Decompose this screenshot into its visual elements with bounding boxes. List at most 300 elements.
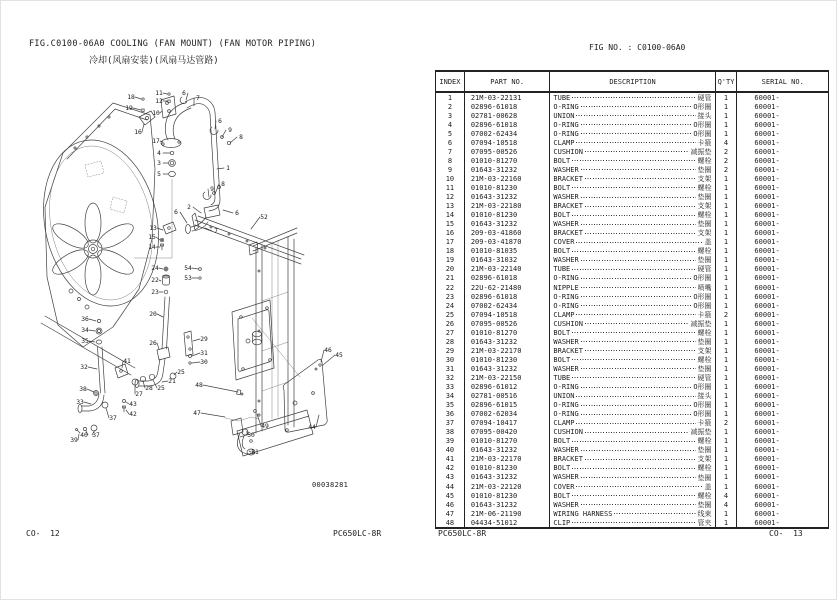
description-chinese: O形圈	[693, 102, 712, 111]
callout-number: 17	[152, 138, 160, 146]
callout-number: 53	[184, 275, 192, 283]
cell-index: 47	[445, 509, 455, 518]
leader-dots	[581, 305, 692, 306]
cell-part-no: 04434-51012	[464, 518, 550, 527]
cell-index: 40	[445, 446, 455, 455]
cell-description	[549, 111, 714, 120]
callout-leader-line	[135, 97, 141, 99]
table-row	[436, 138, 828, 147]
cell-qty: 1	[715, 401, 737, 410]
leader-dots	[581, 477, 696, 478]
leader-dots	[585, 432, 689, 433]
leader-dots	[585, 459, 696, 460]
description-chinese: 垫圈	[697, 473, 712, 482]
description-chinese: O形圈	[693, 292, 712, 301]
cell-description	[549, 274, 714, 283]
footer-left-page-number: CO- 12	[26, 529, 60, 538]
cell-qty: 1	[715, 518, 737, 527]
frame-stand	[225, 228, 313, 456]
cell-index: 26	[445, 319, 455, 328]
cell-part-no: 02781-00516	[464, 392, 550, 401]
figure-number-label: FIG NO. : C0100-06A0	[589, 43, 686, 52]
cell-description	[549, 500, 714, 509]
cell-index: 6	[447, 138, 453, 147]
header-serial-no: SERIAL NO.	[736, 72, 828, 91]
cell-serial: 60001-	[736, 256, 828, 265]
cell-description	[549, 310, 714, 319]
description-english: BRACKET	[553, 455, 583, 464]
cell-qty: 4	[715, 491, 737, 500]
cell-serial: 60001-	[736, 120, 828, 129]
cell-qty: 1	[715, 455, 737, 464]
cell-part-no: 01643-31232	[464, 473, 550, 482]
callout-number: 9	[228, 127, 232, 135]
callout-leader-line	[157, 228, 163, 230]
description-chinese: O形圈	[693, 410, 712, 419]
leader-dots	[572, 97, 695, 98]
callout-leader-line	[223, 210, 233, 213]
callout-number: 42	[129, 411, 137, 419]
cell-serial: 60001-	[736, 464, 828, 473]
cell-description	[549, 265, 714, 274]
description-chinese: 螺栓	[697, 184, 712, 192]
table-row	[436, 328, 828, 337]
description-english: BOLT	[553, 156, 571, 165]
cell-part-no: 02896-61015	[464, 401, 550, 410]
cell-serial: 60001-	[736, 274, 828, 283]
callout-number: 50	[247, 432, 255, 440]
leader-dots	[581, 124, 692, 125]
cell-description	[549, 419, 714, 428]
cell-part-no: 07002-62434	[464, 129, 550, 138]
cell-index: 29	[445, 346, 455, 355]
table-row	[436, 193, 828, 202]
cell-serial: 60001-	[736, 383, 828, 392]
callout-number: 7	[214, 228, 218, 236]
cell-description	[549, 120, 714, 129]
cell-index: 20	[445, 265, 455, 274]
cell-part-no: 01010-81230	[464, 183, 550, 192]
footer-right-page-number: CO- 13	[769, 529, 803, 538]
table-row	[436, 156, 828, 165]
cell-serial: 60001-	[736, 220, 828, 229]
cell-index: 48	[445, 518, 455, 527]
table-row	[436, 120, 828, 129]
callout-number: 33	[76, 399, 84, 407]
table-row	[436, 229, 828, 238]
cell-description	[549, 364, 714, 373]
cell-part-no: 02896-61018	[464, 292, 550, 301]
cell-description	[549, 509, 714, 518]
cell-qty: 1	[715, 283, 737, 292]
cell-serial: 60001-	[736, 138, 828, 147]
callout-number: 48	[195, 382, 203, 390]
cell-part-no: 01010-81270	[464, 437, 550, 446]
cell-serial: 60001-	[736, 292, 828, 301]
description-english: WASHER	[553, 500, 579, 509]
diagram-code: 00038281	[312, 481, 349, 489]
table-row	[436, 518, 828, 527]
cell-description	[549, 256, 714, 265]
leader-dots	[576, 396, 695, 397]
callout-number: 20	[149, 311, 157, 319]
callout-leader-line	[159, 280, 161, 281]
description-english: BOLT	[553, 464, 571, 473]
callout-leader-line	[192, 268, 198, 269]
cell-part-no: 01643-31232	[464, 193, 550, 202]
cell-description	[549, 93, 714, 102]
cell-part-no: 21M-03-22120	[464, 482, 550, 491]
callout-number: 46	[324, 347, 332, 355]
description-english: O-RING	[553, 129, 579, 138]
cell-index: 4	[447, 120, 453, 129]
callout-number: 6	[174, 209, 178, 217]
cell-serial: 60001-	[736, 410, 828, 419]
callout-number: 23	[151, 289, 159, 297]
leader-dots	[585, 323, 689, 324]
callout-number: 21	[168, 378, 176, 386]
cell-qty: 2	[715, 156, 737, 165]
cell-serial: 60001-	[736, 428, 828, 437]
callout-number: 45	[335, 352, 343, 360]
description-chinese: 支架	[697, 455, 712, 464]
cell-index: 11	[445, 183, 455, 192]
callout-number: 54	[184, 265, 192, 273]
cell-description	[549, 446, 714, 455]
callout-number: 22	[151, 277, 159, 285]
cell-part-no: 22U-62-21480	[464, 283, 550, 292]
leader-dots	[576, 423, 695, 424]
description-chinese: 管夹	[697, 518, 712, 527]
callout-leader-line	[157, 343, 159, 349]
cell-description	[549, 383, 714, 392]
description-chinese: 垫圈	[697, 220, 712, 229]
cell-part-no: 21M-03-22170	[464, 455, 550, 464]
cell-description	[549, 518, 714, 527]
cell-part-no: 07095-00526	[464, 319, 550, 328]
callout-leader-line	[89, 319, 96, 321]
cell-qty: 2	[715, 147, 737, 156]
description-chinese: O形圈	[693, 301, 712, 310]
cell-serial: 60001-	[736, 455, 828, 464]
description-chinese: O形圈	[693, 383, 712, 392]
leader-dots	[576, 142, 695, 143]
description-english: BOLT	[553, 491, 571, 500]
cell-part-no: 07095-00526	[464, 147, 550, 156]
description-english: WASHER	[553, 473, 579, 482]
description-chinese: 支架	[697, 174, 712, 183]
description-english: CUSHION	[553, 319, 583, 328]
leader-dots	[572, 359, 695, 360]
description-english: TUBE	[553, 265, 571, 274]
callout-number: 31	[200, 350, 208, 358]
callout-number: 30	[200, 359, 208, 367]
leader-dots	[581, 504, 696, 505]
description-english: WASHER	[553, 337, 579, 346]
cell-qty: 1	[715, 220, 737, 229]
cell-part-no: 01010-81230	[464, 211, 550, 220]
cell-serial: 60001-	[736, 337, 828, 346]
description-english: BOLT	[553, 355, 571, 364]
description-chinese: 盖	[704, 238, 712, 247]
cell-serial: 60001-	[736, 328, 828, 337]
cell-description	[549, 202, 714, 211]
cell-serial: 60001-	[736, 265, 828, 274]
callout-leader-line	[160, 141, 163, 142]
callout-number: 6	[182, 90, 186, 98]
cell-qty: 2	[715, 419, 737, 428]
callout-leader-line	[208, 189, 209, 197]
leader-dots	[572, 522, 695, 523]
cell-qty: 4	[715, 500, 737, 509]
leader-dots	[572, 269, 695, 270]
callout-number: 3	[157, 160, 161, 168]
cell-serial: 60001-	[736, 229, 828, 238]
table-row	[436, 500, 828, 509]
callout-number: 44	[308, 424, 316, 432]
bracket-10	[139, 93, 187, 125]
leader-dots	[572, 215, 695, 216]
callout-number: 40	[80, 432, 88, 440]
cell-serial: 60001-	[736, 500, 828, 509]
cell-serial: 60001-	[736, 283, 828, 292]
cell-description	[549, 220, 714, 229]
description-english: CUSHION	[553, 147, 583, 156]
cell-part-no: 07094-10518	[464, 310, 550, 319]
callout-leader-line	[193, 207, 201, 213]
cell-part-no: 07002-62434	[464, 301, 550, 310]
header-description: DESCRIPTION	[549, 72, 714, 91]
cell-index: 38	[445, 428, 455, 437]
description-english: CLAMP	[553, 310, 575, 319]
leader-dots	[576, 115, 695, 116]
table-row	[436, 220, 828, 229]
cell-description	[549, 410, 714, 419]
description-chinese: 减振垫	[690, 319, 712, 328]
cell-index: 32	[445, 373, 455, 382]
cell-index: 25	[445, 310, 455, 319]
callout-number: 18	[127, 94, 135, 102]
cell-index: 10	[445, 174, 455, 183]
description-english: BRACKET	[553, 346, 583, 355]
table-row	[436, 364, 828, 373]
cell-index: 43	[445, 473, 455, 482]
cell-part-no: 02781-00628	[464, 111, 550, 120]
cell-description	[549, 319, 714, 328]
cell-qty: 1	[715, 211, 737, 220]
cell-description	[549, 102, 714, 111]
description-english: CLIP	[553, 518, 571, 527]
cell-description	[549, 473, 714, 482]
table-row	[436, 111, 828, 120]
cell-description	[549, 165, 714, 174]
cell-serial: 60001-	[736, 310, 828, 319]
description-english: BOLT	[553, 211, 571, 220]
leader-dots	[581, 260, 696, 261]
cell-serial: 60001-	[736, 355, 828, 364]
cell-part-no: 01643-31232	[464, 364, 550, 373]
table-row	[436, 455, 828, 464]
cell-serial: 60001-	[736, 346, 828, 355]
cell-description	[549, 238, 714, 247]
cell-description	[549, 337, 714, 346]
leader-dots	[576, 486, 702, 487]
callout-number: 8	[239, 134, 243, 142]
cell-description	[549, 401, 714, 410]
cell-serial: 60001-	[736, 392, 828, 401]
leader-dots	[585, 206, 696, 207]
leader-dots	[585, 151, 689, 152]
cell-qty: 1	[715, 509, 737, 518]
callout-leader-line	[162, 381, 168, 382]
cell-index: 37	[445, 419, 455, 428]
description-english: NIPPLE	[553, 283, 579, 292]
leader-dots	[581, 387, 692, 388]
header-index: INDEX	[439, 77, 461, 86]
leader-dots	[614, 513, 695, 514]
parts-table-body	[436, 93, 828, 527]
description-english: TUBE	[553, 93, 571, 102]
cell-serial: 60001-	[736, 93, 828, 102]
callout-number: 2	[187, 204, 191, 212]
cell-description	[549, 156, 714, 165]
cell-part-no: 07002-62034	[464, 410, 550, 419]
cell-description	[549, 346, 714, 355]
cell-description	[549, 292, 714, 301]
callout-number: 37	[109, 415, 117, 423]
cell-index: 21	[445, 274, 455, 283]
description-chinese: 螺栓	[697, 247, 712, 256]
cell-serial: 60001-	[736, 491, 828, 500]
cell-qty: 1	[715, 482, 737, 491]
cell-serial: 60001-	[736, 364, 828, 373]
cell-index: 7	[447, 147, 453, 156]
cell-qty: 1	[715, 247, 737, 256]
description-chinese: 螺栓	[697, 328, 712, 337]
description-chinese: 线束	[697, 509, 712, 518]
cell-qty: 1	[715, 319, 737, 328]
cell-part-no: 21M-03-22150	[464, 373, 550, 382]
callout-leader-line	[156, 237, 160, 240]
cell-part-no: 01643-31032	[464, 256, 550, 265]
description-chinese: 螺栓	[697, 211, 712, 220]
table-row	[436, 301, 828, 310]
leader-dots	[581, 405, 692, 406]
callout-number: 12	[155, 98, 163, 106]
cell-index: 18	[445, 247, 455, 256]
cell-part-no: 01643-31232	[464, 337, 550, 346]
callout-leader-line	[193, 339, 200, 341]
leader-dots	[581, 341, 696, 342]
description-english: WASHER	[553, 256, 579, 265]
callout-number: 19	[125, 105, 133, 113]
table-row	[436, 319, 828, 328]
description-chinese: 支架	[697, 229, 712, 238]
hose-elbow-7	[161, 103, 191, 148]
callout-number: 36	[81, 316, 89, 324]
callout-leader-line	[159, 268, 163, 269]
cell-index: 46	[445, 500, 455, 509]
table-row	[436, 292, 828, 301]
description-english: WASHER	[553, 364, 579, 373]
callout-number: 32	[80, 364, 88, 372]
cell-index: 3	[447, 111, 453, 120]
description-english: BOLT	[553, 437, 571, 446]
table-row	[436, 392, 828, 401]
table-row	[436, 211, 828, 220]
cell-part-no: 01643-31232	[464, 220, 550, 229]
table-row	[436, 355, 828, 364]
cell-part-no: 07094-10518	[464, 138, 550, 147]
cell-qty: 1	[715, 93, 737, 102]
description-chinese: 螺栓	[697, 437, 712, 446]
table-row	[436, 174, 828, 183]
cell-part-no: 01010-81270	[464, 328, 550, 337]
cell-serial: 60001-	[736, 319, 828, 328]
description-chinese: 垫圈	[697, 446, 712, 455]
description-english: O-RING	[553, 120, 579, 129]
cell-index: 27	[445, 328, 455, 337]
cell-qty: 1	[715, 346, 737, 355]
cell-description	[549, 328, 714, 337]
table-row	[436, 446, 828, 455]
cell-index: 15	[445, 220, 455, 229]
header-part-no: PART NO.	[464, 72, 550, 91]
callout-leader-line	[84, 402, 91, 404]
description-english: O-RING	[553, 102, 579, 111]
description-english: BOLT	[553, 328, 571, 337]
cell-description	[549, 455, 714, 464]
cell-qty: 1	[715, 373, 737, 382]
leader-dots	[581, 278, 692, 279]
cell-description	[549, 355, 714, 364]
description-chinese: 减振垫	[690, 147, 712, 156]
description-chinese: 接头	[697, 111, 712, 120]
callout-number: 25	[157, 385, 165, 393]
cell-qty: 1	[715, 428, 737, 437]
callout-number: 26	[149, 340, 157, 348]
leader-dots	[581, 169, 696, 170]
cell-serial: 60001-	[736, 102, 828, 111]
cell-part-no: 02896-61018	[464, 120, 550, 129]
table-row	[436, 238, 828, 247]
leader-dots	[581, 450, 696, 451]
cell-serial: 60001-	[736, 482, 828, 491]
cell-serial: 60001-	[736, 301, 828, 310]
parts-table-header	[436, 72, 828, 93]
description-chinese: 螺栓	[697, 355, 712, 364]
table-row	[436, 473, 828, 482]
cell-index: 35	[445, 401, 455, 410]
description-english: WASHER	[553, 165, 579, 174]
cell-qty: 1	[715, 229, 737, 238]
callout-leader-line	[78, 434, 79, 440]
leader-dots	[572, 332, 695, 333]
cell-part-no: 01643-31232	[464, 165, 550, 174]
cell-part-no: 209-03-41860	[464, 229, 550, 238]
footer-left-model: PC650LC-8R	[333, 529, 382, 538]
callout-number: 10	[152, 110, 160, 118]
description-chinese: 垫圈	[697, 364, 712, 373]
table-row	[436, 129, 828, 138]
cell-serial: 60001-	[736, 156, 828, 165]
cell-description	[549, 482, 714, 491]
description-chinese: 螺栓	[697, 156, 712, 165]
leader-dots	[581, 133, 692, 134]
description-english: CUSHION	[553, 428, 583, 437]
table-row	[436, 410, 828, 419]
cell-description	[549, 193, 714, 202]
